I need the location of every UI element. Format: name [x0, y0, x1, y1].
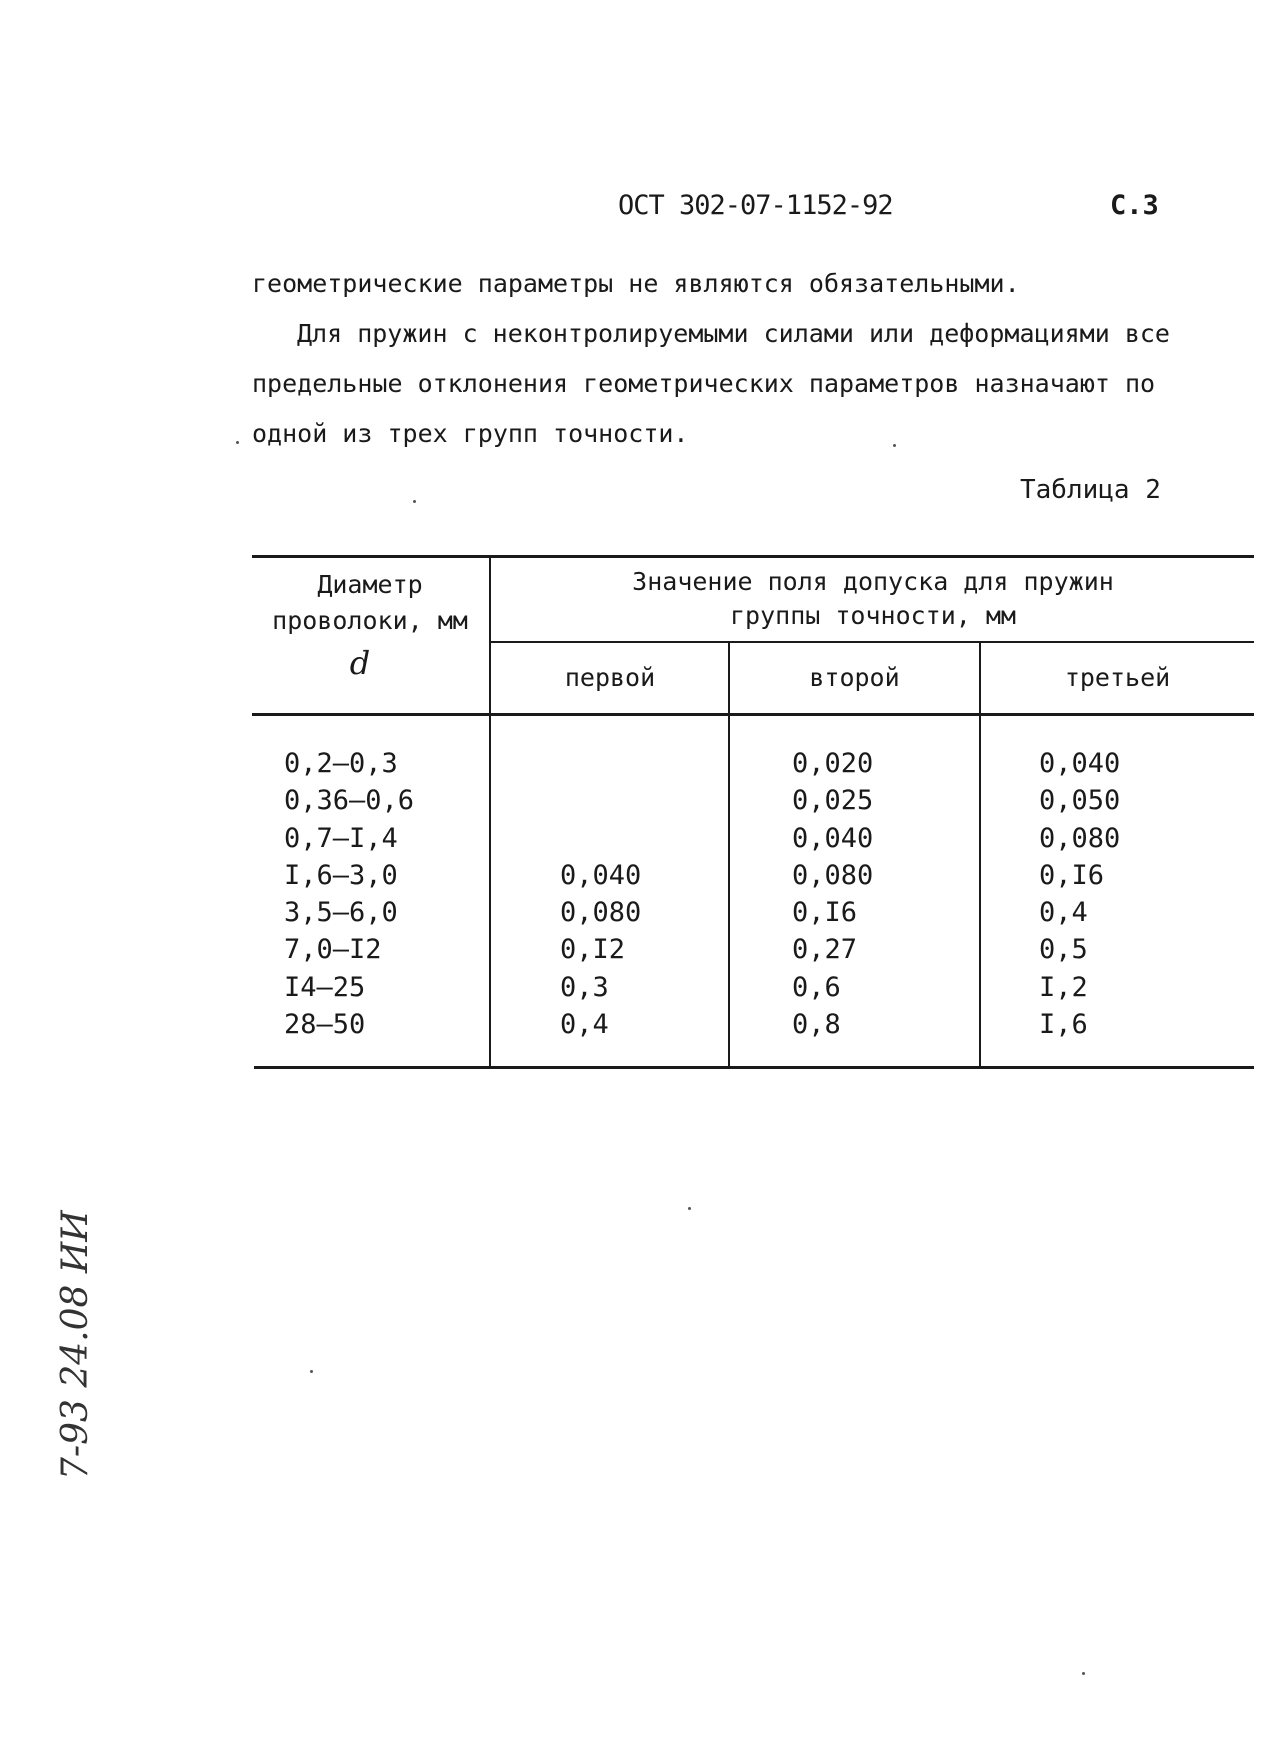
diameter-cell: 0,2–0,3	[284, 748, 398, 779]
diameter-cell: 0,36–0,6	[284, 785, 415, 817]
first-group-cell: 0,3	[560, 971, 609, 1003]
second-group-cell: 0,020	[792, 748, 874, 779]
first-group-cell	[560, 782, 641, 819]
diameter-cell: 3,5–6,0	[284, 897, 398, 929]
scan-speck	[236, 441, 239, 444]
second-group-cell: 0,27	[792, 934, 858, 966]
second-group-cell: 0,8	[792, 1009, 841, 1041]
diameter-cell: 28–50	[284, 1009, 366, 1041]
third-group-cell: I,2	[1039, 971, 1088, 1003]
scan-speck	[413, 500, 416, 503]
first-group-cell	[560, 745, 641, 782]
group-header-line: Значение поля допуска для пружин	[632, 567, 1114, 596]
diameter-column	[284, 745, 414, 1043]
third-group-cell: 0,5	[1039, 934, 1088, 966]
diameter-cell: I4–25	[284, 971, 366, 1003]
sub-header-second: второй	[809, 663, 900, 692]
document-header-number: ОСТ 302-07-1152-92	[618, 190, 893, 221]
paragraph-continuation: геометрические параметры не являются обязательными.	[252, 269, 1020, 298]
group-header	[492, 565, 1254, 633]
first-group-column	[560, 745, 641, 1043]
third-group-cell: I,6	[1039, 1009, 1088, 1041]
table-top-rule	[252, 555, 1254, 558]
tolerance-table	[252, 555, 1254, 1070]
third-group-cell: 0,080	[1039, 822, 1121, 854]
page-number: С.3	[1110, 190, 1159, 221]
diameter-cell: 0,7–I,4	[284, 822, 398, 854]
header-bottom-rule	[252, 713, 1254, 716]
table-caption: Таблица 2	[1020, 475, 1161, 505]
handwritten-margin-note: 7-93 24.08 ИИ	[55, 1210, 96, 1480]
diameter-cell: I,6–3,0	[284, 859, 398, 891]
diameter-cell: 7,0–I2	[284, 934, 382, 966]
sub-header-third: третьей	[1064, 663, 1171, 692]
scan-speck	[893, 444, 896, 447]
second-group-cell: 0,080	[792, 859, 874, 891]
scan-speck	[1082, 1672, 1085, 1675]
scan-speck	[688, 1207, 691, 1210]
first-group-cell: 0,4	[560, 1009, 609, 1041]
first-group-cell: 0,080	[560, 897, 642, 929]
sub-header-first: первой	[564, 663, 656, 692]
third-group-column	[1039, 745, 1120, 1043]
paragraph-line: предельные отклонения геометрических параметров назначают по	[252, 369, 1156, 398]
column-divider	[489, 555, 491, 1067]
third-group-cell: 0,I6	[1039, 859, 1105, 891]
paragraph-line: Для пружин с неконтролируемыми силами или деформациями все	[297, 319, 1170, 348]
second-group-cell: 0,025	[792, 785, 874, 817]
column-divider	[979, 642, 981, 1067]
table-bottom-rule	[254, 1066, 1254, 1069]
third-group-cell: 0,050	[1039, 785, 1121, 817]
second-group-cell: 0,040	[792, 822, 874, 854]
third-group-cell: 0,040	[1039, 748, 1121, 779]
second-group-column	[792, 745, 873, 1043]
diameter-header	[252, 567, 488, 681]
group-header-line: группы точности, мм	[730, 601, 1016, 630]
second-group-cell: 0,6	[792, 971, 841, 1003]
diameter-header-line: проволоки, мм	[272, 606, 468, 635]
paragraph-line: одной из трех групп точности.	[252, 419, 689, 448]
column-divider	[728, 642, 730, 1067]
second-group-cell: 0,I6	[792, 897, 858, 929]
first-group-cell: 0,040	[560, 859, 642, 891]
scan-speck	[310, 1370, 313, 1373]
third-group-cell: 0,4	[1039, 897, 1088, 929]
first-group-cell: 0,I2	[560, 934, 626, 966]
first-group-cell	[560, 820, 641, 857]
paragraph-precision-groups	[252, 309, 1202, 459]
group-header-rule	[490, 641, 1254, 643]
diameter-symbol: d	[349, 644, 371, 682]
diameter-header-line: Диаметр	[317, 570, 423, 599]
